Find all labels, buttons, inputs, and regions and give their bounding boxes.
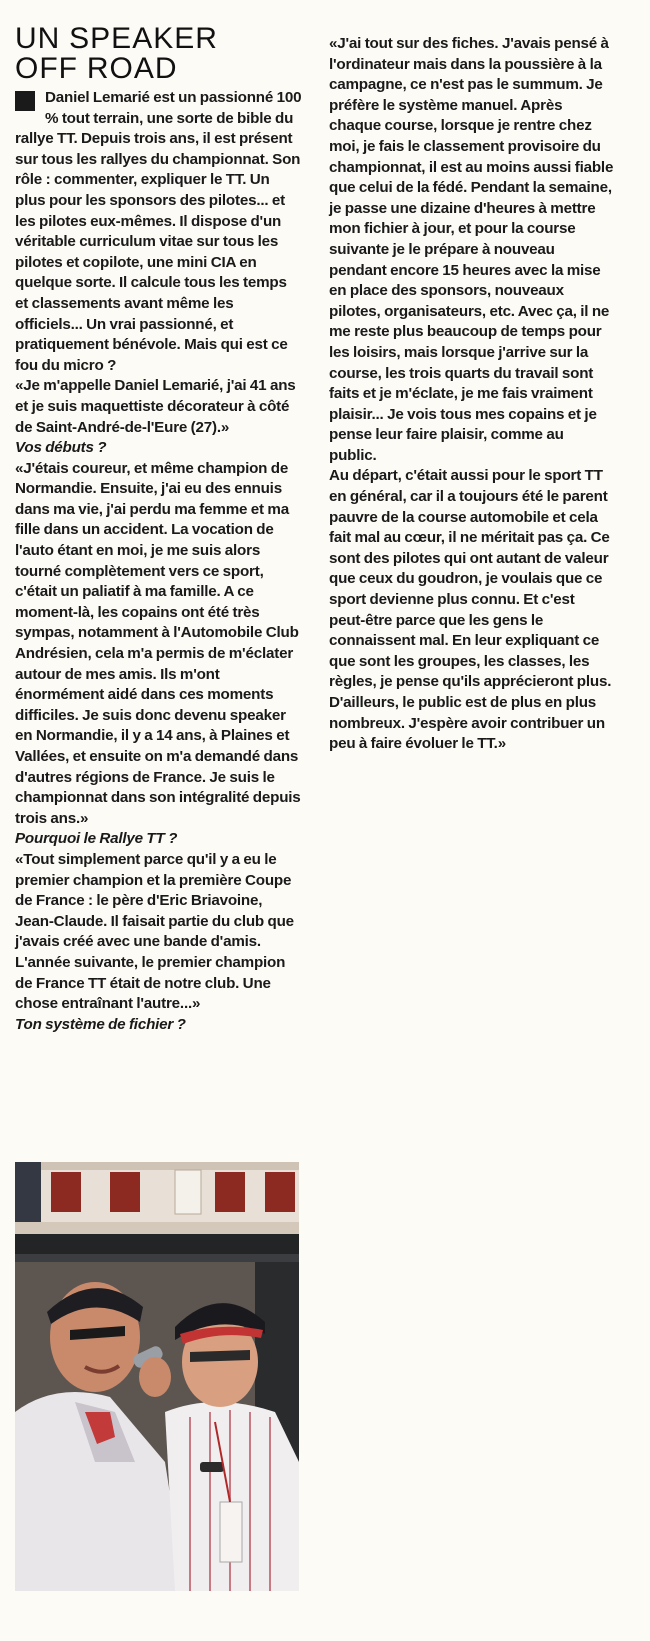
question-rallye-tt: Pourquoi le Rallye TT ? <box>15 830 178 848</box>
speaker-photo-illustration <box>15 1162 299 1591</box>
lead-square-mark <box>15 91 35 111</box>
answer-fichier-continued: Au départ, c'était aussi pour le sport TT en général, car il a toujours été le parent pauvre de la course automobile et cela fait mal au cœur, il ne méritait pas ça. Ce sont des pilotes qui ont autant de valeur que ceux du goudron, je voulais que ce sport devienne plus connu. Et c'est peut-être parce que les gens le connaissent mal. En leur expliquant ce que sont les groupes, les classes, les règles, je pense qu'ils apprécieront plus. D'ailleurs, le public est de plus en plus nombreux. J'espère avoir contribuer un peu à faire évoluer le TT.» <box>329 467 612 753</box>
right-column <box>329 34 614 755</box>
lead-text: Daniel Lemarié est un passionné 100 % tout terrain, une sorte de bible du rallye TT. Depuis trois ans, il est présent sur tous les rallyes du championnat. Son rôle : commenter, expliquer le TT. Un plus pour les sponsors des pilotes... et les pilotes eux-mêmes. Il dispose d'un véritable curriculum vitae sur tous les pilotes et copilote, une mini CIA en quelque sorte. Il calcule tous les temps et classements avant même les officiels... Un vrai passionné, et pratiquement bénévole. Mais qui est ce fou du micro ? <box>15 89 302 374</box>
answer-debuts: «J'étais coureur, et même champion de Normandie. Ensuite, j'ai eu des ennuis dans ma vie, j'ai perdu ma femme et ma fille dans un accident. La vocation de l'auto étant en moi, je me suis alors tourné complètement vers ce sport, c'était un paliatif à ma famille. A ce moment-là, les copains ont été très sympas, notamment à l'Automobile Club Andrésien, cela m'a permis de m'éclater autour de mes amis. Ils m'ont énormément aidé dans ces moments difficiles. Je suis donc devenu speaker en Normandie, il y a 14 ans, à Plaines et Vallées, et ensuite on m'a demandé dans d'autres régions de France. Je suis le championnat dans son intégralité depuis trois ans.» <box>15 459 301 827</box>
question-fichier: Ton système de fichier ? <box>15 1015 186 1033</box>
left-column <box>15 24 302 1035</box>
answer-fichier: «J'ai tout sur des fiches. J'avais pensé à l'ordinateur mais dans la poussière à la campagne, ce n'est pas le summum. Je préfère le système manuel. Après chaque course, lorsque je rentre chez moi, je fais le classement provisoire du championnat, il est au moins aussi fiable que celui de la fédé. Pendant la semaine, je passe une dizaine d'heures à mettre mon fichier à jour, et pour la course suivante je le prépare à nouveau pendant encore 15 heures avec la mise en place des sponsors, nouveaux pilotes, organisateurs, etc. Avec ça, il ne me reste plus beaucoup de temps pour les loisirs, mais lorsque j'arrive sur la course, les trois quarts du travail sont faits et je m'éclate, je me fais vraiment plaisir... Je vois tous mes copains et je pense leur faire plaisir, comme au public. <box>329 35 614 464</box>
headline: UN SPEAKER OFF ROAD <box>15 22 218 85</box>
speaker-photo <box>15 1162 299 1591</box>
lead-paragraph <box>15 88 302 376</box>
answer-intro: «Je m'appelle Daniel Lemarié, j'ai 41 ans et je suis maquettiste décorateur à côté de Saint-André-de-l'Eure (27).» <box>15 377 296 436</box>
answer-rallye-tt: «Tout simplement parce qu'il y a eu le premier champion et la première Coupe de France : le père d'Eric Briavoine, Jean-Claude. Il faisait partie du club que j'avais créé avec une bande d'amis. L'année suivante, le premier champion de France TT était de notre club. Une chose entraînant l'autre...» <box>15 850 294 1013</box>
question-debuts: Vos débuts ? <box>15 439 107 457</box>
